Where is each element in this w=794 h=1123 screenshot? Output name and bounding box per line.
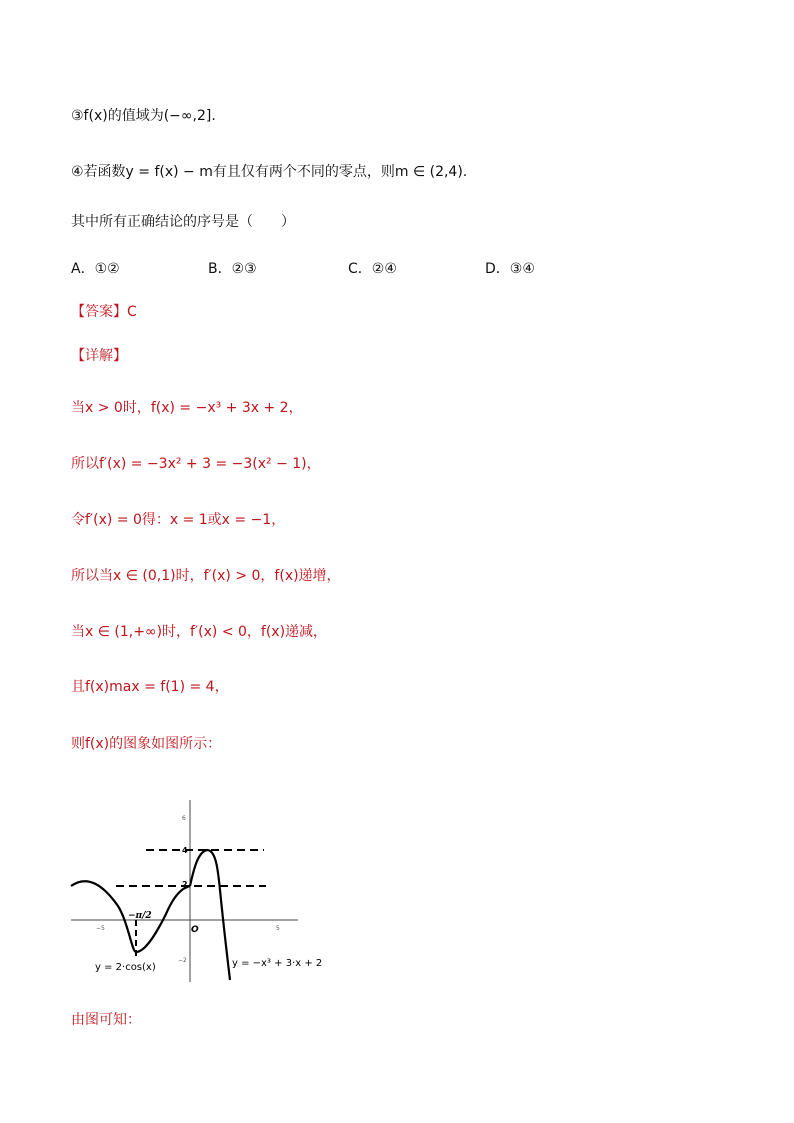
solution-step-1: 当x > 0时，f(x) = −x³ + 3x + 2， <box>71 400 303 416</box>
cubic-curve-label: y = −x³ + 3·x + 2 <box>232 958 323 969</box>
answer-options <box>71 258 631 278</box>
option-b: B．②③ <box>208 261 257 277</box>
function-graph <box>66 790 326 990</box>
y-tick-neg-2: −2 <box>178 957 187 964</box>
detail-heading: 【详解】 <box>71 348 127 364</box>
solution-step-5: 当x ∈ (1,+∞)时，f′(x) < 0，f(x)递减， <box>71 624 328 640</box>
option-c: C．②④ <box>348 261 397 277</box>
item-3: ③f(x)的值域为(−∞,2]. <box>71 108 216 124</box>
y-tick-4: 4 <box>182 846 188 855</box>
x-tick-neg-pi-half: −π/2 <box>128 911 152 921</box>
option-a: A．①② <box>71 261 120 277</box>
conclusion-line: 由图可知： <box>71 1012 141 1028</box>
cosine-curve-label: y = 2·cos(x) <box>95 962 156 973</box>
origin-label: O <box>191 925 199 935</box>
x-tick-5: 5 <box>276 925 280 932</box>
answer-line: 【答案】C <box>71 304 137 320</box>
y-tick-6: 6 <box>182 815 186 822</box>
x-tick-neg-5: −5 <box>96 925 105 932</box>
question-stem: 其中所有正确结论的序号是（ ） <box>71 214 295 230</box>
solution-step-2: 所以f′(x) = −3x² + 3 = −3(x² − 1)， <box>71 456 321 472</box>
y-tick-2: 2 <box>182 880 188 889</box>
solution-step-6: 且f(x)max = f(1) = 4， <box>71 679 229 695</box>
item-4: ④若函数y = f(x) − m有且仅有两个不同的零点，则m ∈ (2,4). <box>71 164 468 180</box>
option-d: D．③④ <box>485 261 535 277</box>
solution-step-4: 所以当x ∈ (0,1)时，f′(x) > 0，f(x)递增， <box>71 568 341 584</box>
solution-step-3: 令f′(x) = 0得：x = 1或x = −1， <box>71 512 286 528</box>
solution-step-7: 则f(x)的图象如图所示： <box>71 736 222 752</box>
cubic-curve <box>190 850 230 980</box>
